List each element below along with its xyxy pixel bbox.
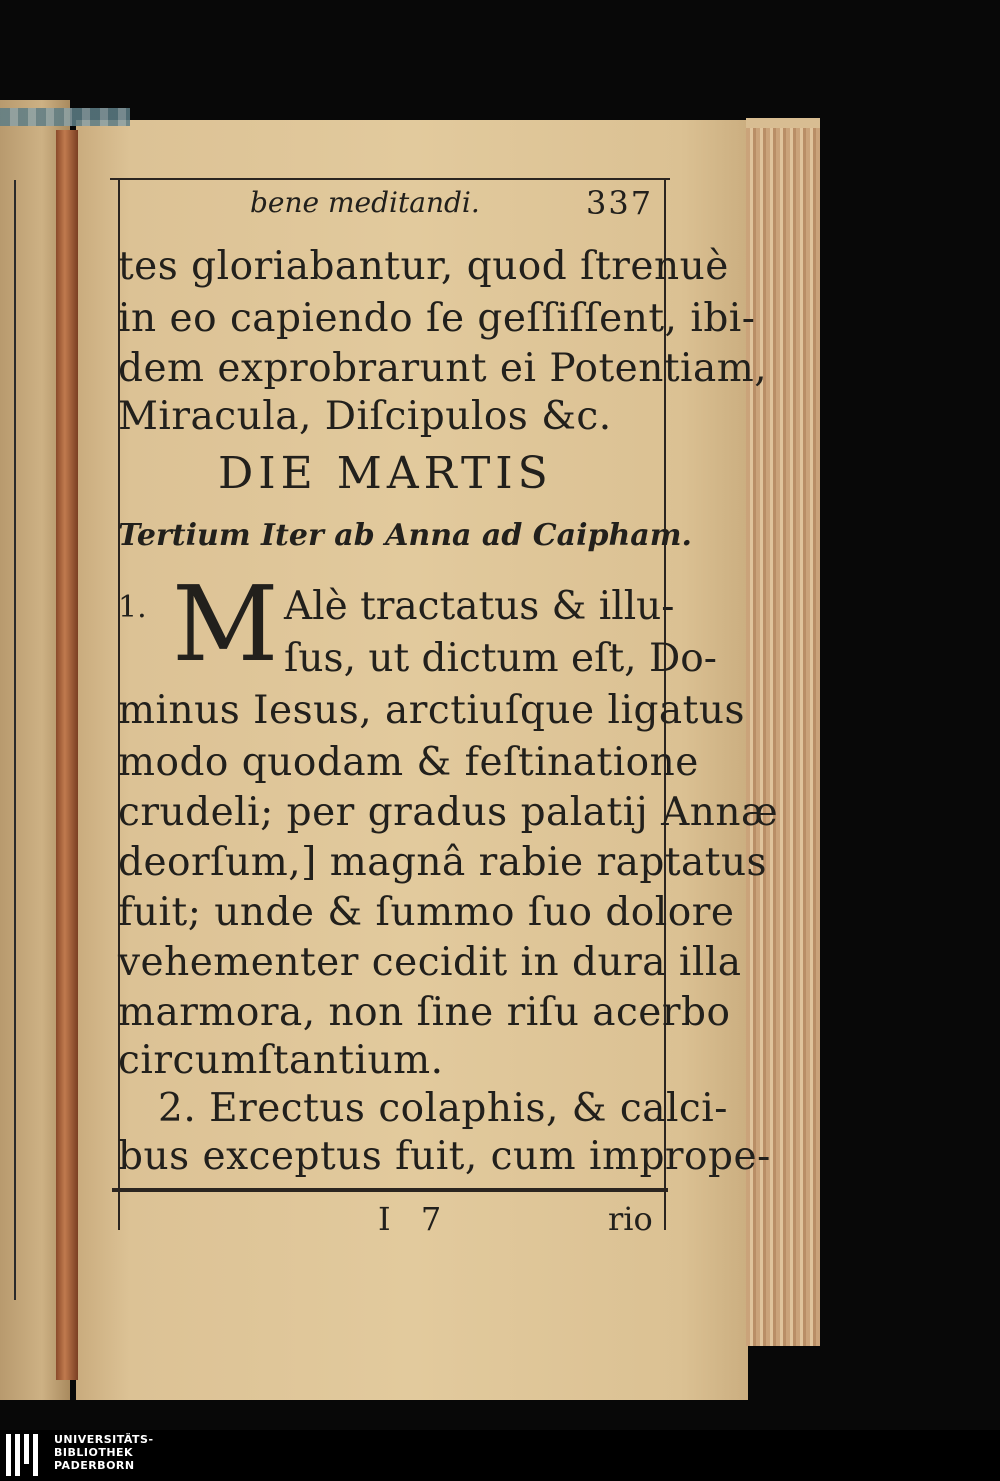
text-line: modo quodam & feſtinatione [118, 740, 699, 785]
text-line: marmora, non ſine riſu acerbo [118, 990, 731, 1035]
text-line: Miracula, Diſcipulos &c. [118, 394, 612, 439]
text-line: crudeli; per gradus palatij Annæ [118, 790, 779, 835]
text-line: circumſtantium. [118, 1038, 444, 1083]
drop-initial: M [172, 563, 279, 685]
library-logo-line: PADERBORN [54, 1459, 135, 1472]
running-head: bene meditandi. [250, 186, 480, 219]
text-line: bus exceptus fuit, cum imprope- [118, 1134, 771, 1179]
text-line: tes gloriabantur, quod ſtrenuè [118, 244, 729, 289]
text-line: Alè tractatus & illu- [284, 584, 675, 629]
text-line: ſus, ut dictum eſt, Do- [284, 636, 717, 681]
section-heading: DIE MARTIS [218, 448, 553, 499]
catchword: rio [608, 1200, 653, 1238]
section-subheading: Tertium Iter ab Anna ad Caipham. [118, 518, 692, 553]
signature-mark: I 7 [378, 1200, 452, 1238]
library-logo-line: BIBLIOTHEK [54, 1446, 134, 1459]
page-number: 337 [586, 184, 654, 222]
binding-thread [0, 108, 130, 126]
text-line: in eo capiendo ſe geſſiſſent, ibi- [118, 296, 756, 341]
text-line: fuit; unde & ſummo ſuo dolore [118, 890, 735, 935]
library-logo-icon [6, 1434, 46, 1476]
book-gutter [56, 130, 78, 1380]
library-logo-line: UNIVERSITÄTS- [54, 1433, 154, 1446]
text-line: 2. Erectus colaphis, & calci- [158, 1086, 728, 1131]
text-line: vehementer cecidit in dura illa [118, 940, 742, 985]
text-line: dem exprobrarunt ei Potentiam, [118, 346, 768, 391]
text-line: minus Iesus, arctiuſque ligatus [118, 688, 745, 733]
text-line: deorſum,] magnâ rabie raptatus [118, 840, 768, 885]
paragraph-number: 1. [118, 590, 147, 625]
frame-bottom-rule [112, 1188, 668, 1192]
